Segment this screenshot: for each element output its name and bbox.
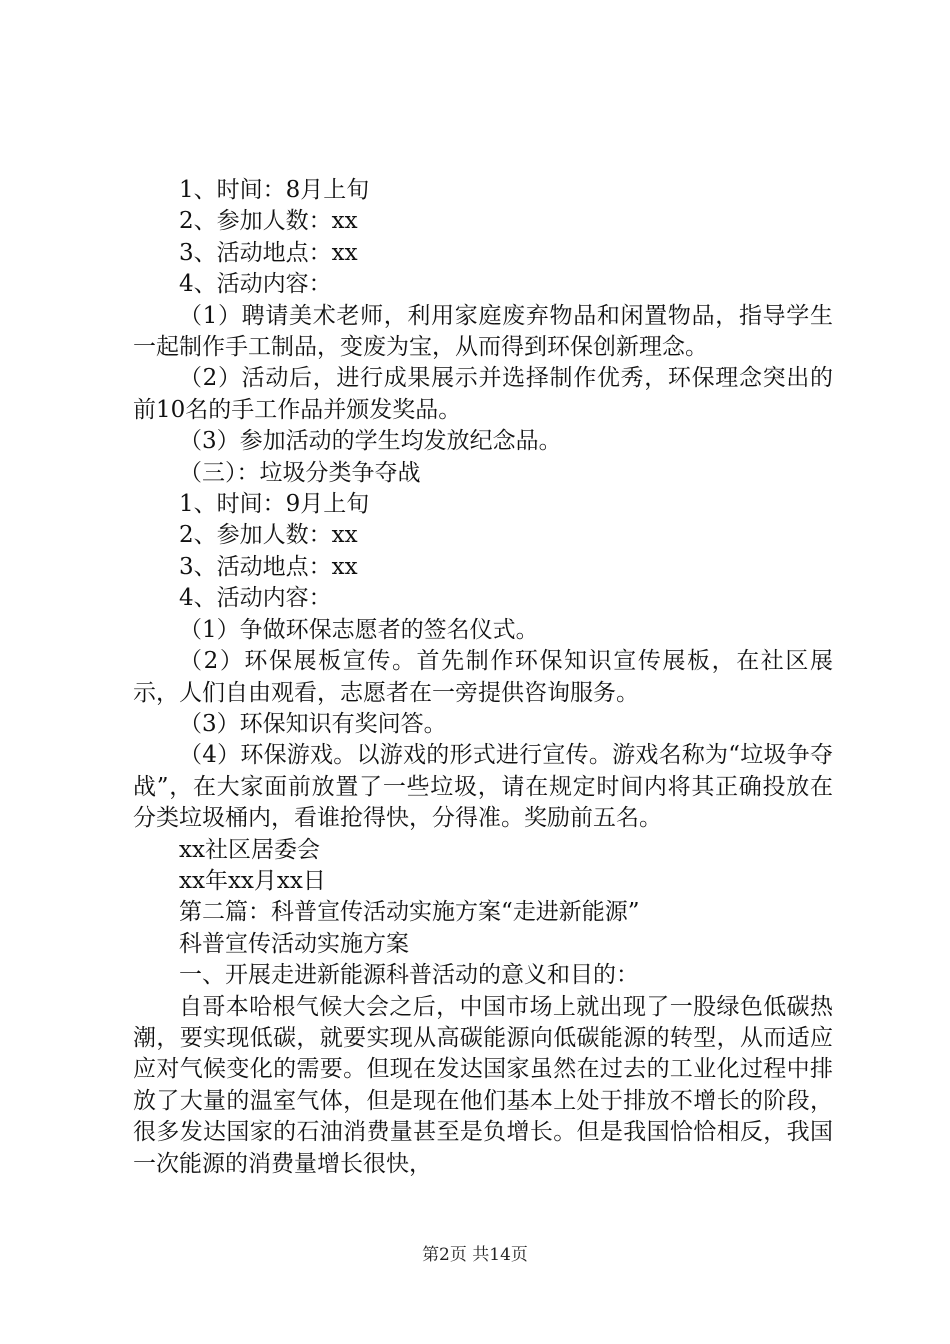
document-body [133, 175, 833, 1180]
item-location: 3、活动地点：xx [179, 239, 358, 266]
section-heading: 一、开展走进新能源科普活动的意义和目的： [179, 962, 639, 989]
section-heading: （三）：垃圾分类争夺战 [179, 459, 421, 486]
page-number-footer: 第2页 共14页 [422, 1245, 528, 1265]
chapter-subtitle: 科普宣传活动实施方案 [179, 930, 409, 957]
content-paragraph: （1）争做环保志愿者的签名仪式。 [179, 616, 539, 643]
item-participants: 2、参加人数：xx [179, 522, 358, 549]
content-paragraph: （1）聘请美术老师，利用家庭废弃物品和闲置物品，指导学生一起制作手工制品，变废为宝，从而得到环保创新理念。 [133, 302, 833, 361]
signature-org: xx社区居委会 [179, 836, 320, 863]
item-location: 3、活动地点：xx [179, 553, 358, 580]
content-paragraph: （3）参加活动的学生均发放纪念品。 [179, 428, 562, 455]
body-paragraph: 自哥本哈根气候大会之后，中国市场上就出现了一股绿色低碳热潮，要实现低碳，就要实现从高碳能源向低碳能源的转型，从而适应应对气候变化的需要。但现在发达国家虽然在过去的工业化过程中排放了大量的温室气体，但是现在他们基本上处于排放不增长的阶段，很多发达国家的石油消费量甚至是负增长。但是我国恰恰相反，我国一次能源的消费量增长很快， [133, 993, 833, 1177]
content-paragraph: （4）环保游戏。以游戏的形式进行宣传。游戏名称为“垃圾争夺战”，在大家面前放置了一些垃圾，请在规定时间内将其正确投放在分类垃圾桶内，看谁抢得快，分得准。奖励前五名。 [133, 742, 833, 832]
content-paragraph: （3）环保知识有奖问答。 [179, 710, 447, 737]
chapter-title: 第二篇：科普宣传活动实施方案“走进新能源” [179, 899, 640, 926]
content-paragraph: （2）活动后，进行成果展示并选择制作优秀，环保理念突出的前10名的手工作品并颁发奖品。 [133, 365, 833, 423]
item-content: 4、活动内容： [179, 271, 332, 298]
item-participants: 2、参加人数：xx [179, 208, 358, 235]
content-paragraph: （2）环保展板宣传。首先制作环保知识宣传展板，在社区展示，人们自由观看，志愿者在一旁提供咨询服务。 [133, 648, 833, 706]
signature-date: xx年xx月xx日 [179, 867, 326, 894]
item-time: 1、时间：9月上旬 [179, 491, 370, 518]
item-time: 1、时间：8月上旬 [179, 177, 370, 203]
item-content: 4、活动内容： [179, 585, 332, 612]
